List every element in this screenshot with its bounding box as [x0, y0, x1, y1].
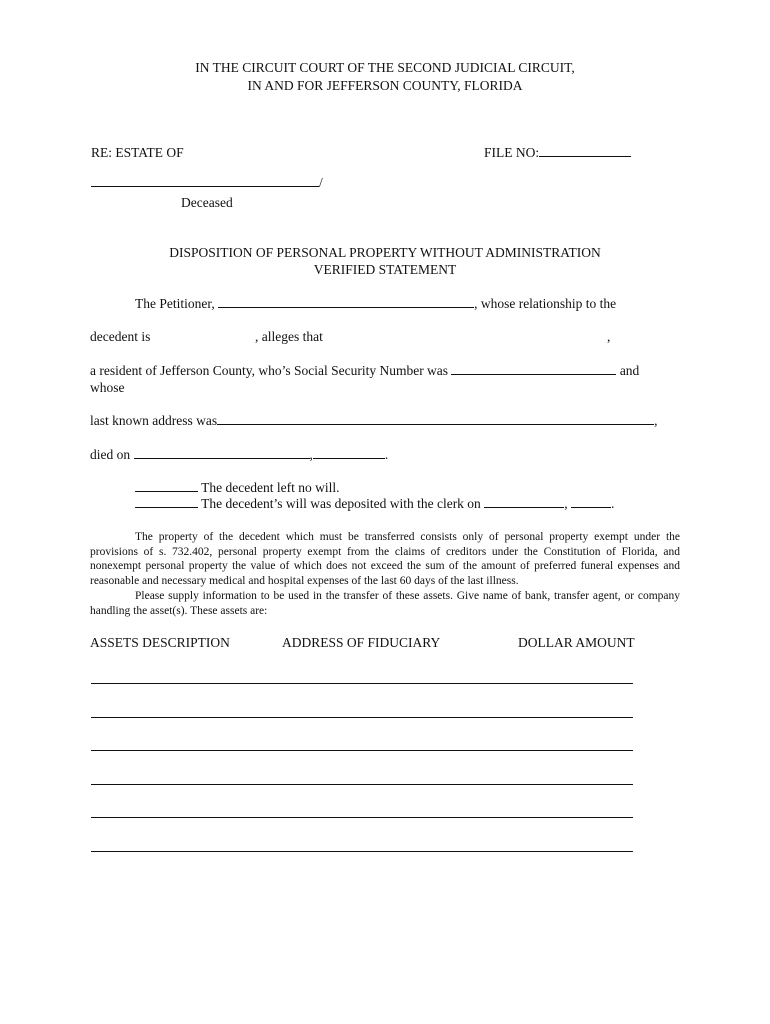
asset-entry-line[interactable]	[91, 784, 633, 785]
death-year-field[interactable]	[313, 457, 385, 459]
decedent-name-row	[91, 175, 323, 191]
address-comma: ,	[654, 413, 658, 428]
property-paragraph: The property of the decedent which must be transferred consists only of personal property exempt under the provisions of s. 732.402, personal property exempt from the claims of creditors under the Constitution of Florida, and nonexempt personal property the value of which does not exceed the sum of the amount of preferred funeral expenses and reasonable and necessary medical and hospital expenses of the last 60 days of the last illness.	[90, 531, 680, 587]
will-period: .	[610, 496, 615, 511]
asset-entry-line[interactable]	[91, 683, 633, 684]
file-no-label: FILE NO:	[484, 145, 540, 160]
last-address-field[interactable]	[217, 423, 654, 425]
no-will-row	[135, 480, 339, 496]
petitioner-suffix: , whose relationship to the	[474, 296, 617, 311]
death-date-field[interactable]	[134, 457, 310, 459]
decedent-is-label: decedent is	[90, 329, 151, 344]
died-comma: ,	[309, 447, 313, 462]
petitioner-name-field[interactable]	[218, 306, 474, 308]
address-row	[90, 413, 657, 429]
court-heading-line1: IN THE CIRCUIT COURT OF THE SECOND JUDICIAL CIRCUIT,	[195, 60, 575, 75]
dollar-amount-header: DOLLAR AMOUNT	[518, 635, 635, 650]
will-comma: ,	[564, 496, 568, 511]
will-deposited-label: The decedent’s will was deposited with the clerk on	[201, 496, 481, 511]
asset-entry-line[interactable]	[91, 851, 633, 852]
document-title-line2: VERIFIED STATEMENT	[313, 262, 457, 277]
court-heading-line2: IN AND FOR JEFFERSON COUNTY, FLORIDA	[247, 78, 523, 93]
will-deposited-row	[135, 496, 614, 512]
will-deposit-year-field[interactable]	[571, 506, 611, 508]
file-no-row	[484, 145, 631, 161]
decedent-is-comma: ,	[607, 329, 611, 344]
will-deposit-date-field[interactable]	[484, 506, 564, 508]
died-period: .	[384, 447, 389, 462]
will-deposited-check-field[interactable]	[135, 506, 198, 508]
instructions-paragraph: Please supply information to be used in the transfer of these assets. Give name of bank, transfer agent, or company handling the asset(s). These assets are:	[90, 590, 680, 617]
decedent-name-field[interactable]	[91, 185, 319, 187]
file-no-field[interactable]	[539, 155, 631, 157]
and-text: and	[619, 363, 640, 378]
re-estate-label: RE: ESTATE OF	[91, 145, 184, 160]
resident-text: a resident of Jefferson County, who’s Social Security Number was	[90, 363, 449, 378]
died-on-row	[90, 447, 388, 463]
petitioner-row	[135, 296, 616, 312]
died-on-label: died on	[90, 447, 131, 462]
asset-entry-line[interactable]	[91, 717, 633, 718]
asset-entry-line[interactable]	[91, 750, 633, 751]
whose-text: whose	[90, 380, 125, 395]
deceased-label: Deceased	[181, 195, 233, 210]
assets-description-header: ASSETS DESCRIPTION	[90, 635, 230, 650]
caption-slash: /	[319, 175, 323, 190]
no-will-check-field[interactable]	[135, 490, 198, 492]
no-will-label: The decedent left no will.	[201, 480, 340, 495]
resident-row	[90, 363, 639, 379]
alleges-that-label: , alleges that	[255, 329, 323, 344]
fiduciary-address-header: ADDRESS OF FIDUCIARY	[282, 635, 441, 650]
document-title-line1: DISPOSITION OF PERSONAL PROPERTY WITHOUT ADMINISTRATION	[169, 245, 601, 260]
petitioner-prefix: The Petitioner,	[135, 296, 215, 311]
ssn-field[interactable]	[451, 373, 616, 375]
last-address-label: last known address was	[90, 413, 218, 428]
asset-entry-line[interactable]	[91, 817, 633, 818]
